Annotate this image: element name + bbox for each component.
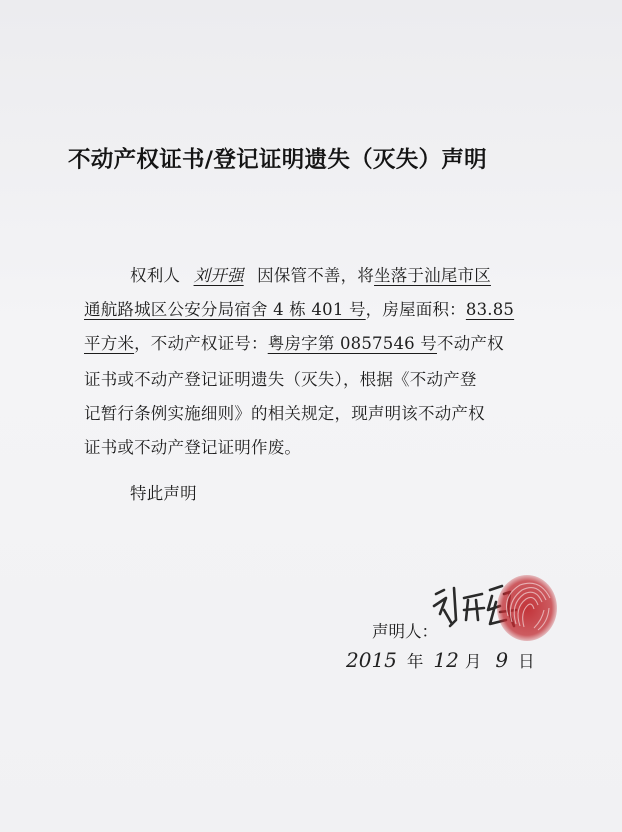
property-address-part2: 通航路城区公安分局宿舍 4 栋 401 号: [84, 300, 366, 319]
document-title: 不动产权证书/登记证明遗失（灭失）声明: [68, 147, 487, 173]
declaration-date: [346, 648, 535, 672]
certificate-label: ，不动产权证号：: [134, 334, 268, 353]
area-unit: 平方米: [84, 334, 135, 353]
body-line-6: 证书或不动产登记证明作废。: [84, 438, 302, 457]
date-day: 9: [495, 648, 509, 672]
date-month-unit: 月: [464, 652, 482, 671]
body-line-4: 证书或不动产登记证明遗失（灭失），根据《不动产登: [84, 370, 477, 389]
loss-reason: 因保管不善，将: [257, 266, 375, 285]
date-year: 2015: [346, 648, 397, 672]
body-line-3: [84, 330, 504, 354]
declarant-label: 声明人：: [372, 622, 438, 641]
area-value: 83.85: [465, 300, 515, 319]
certificate-number: 粤房字第 0857546 号: [267, 334, 437, 353]
body-line-5: 记暂行条例实施细则》的相关规定，现声明该不动产权: [84, 404, 485, 423]
holder-prefix: 权利人: [130, 266, 181, 285]
date-year-unit: 年: [406, 652, 424, 671]
property-address-part1: 坐落于汕尾市区: [374, 266, 491, 285]
body-line-3-tail: 不动产权: [437, 334, 504, 353]
body-line-1: [130, 262, 491, 286]
date-day-unit: 日: [518, 652, 535, 671]
closing-statement: 特此声明: [130, 484, 197, 503]
date-month: 12: [433, 648, 459, 672]
holder-name: 刘开强: [193, 266, 244, 285]
body-line-2: [84, 296, 514, 320]
fingerprint-seal: [494, 572, 560, 642]
area-label: ，房屋面积：: [365, 300, 466, 319]
